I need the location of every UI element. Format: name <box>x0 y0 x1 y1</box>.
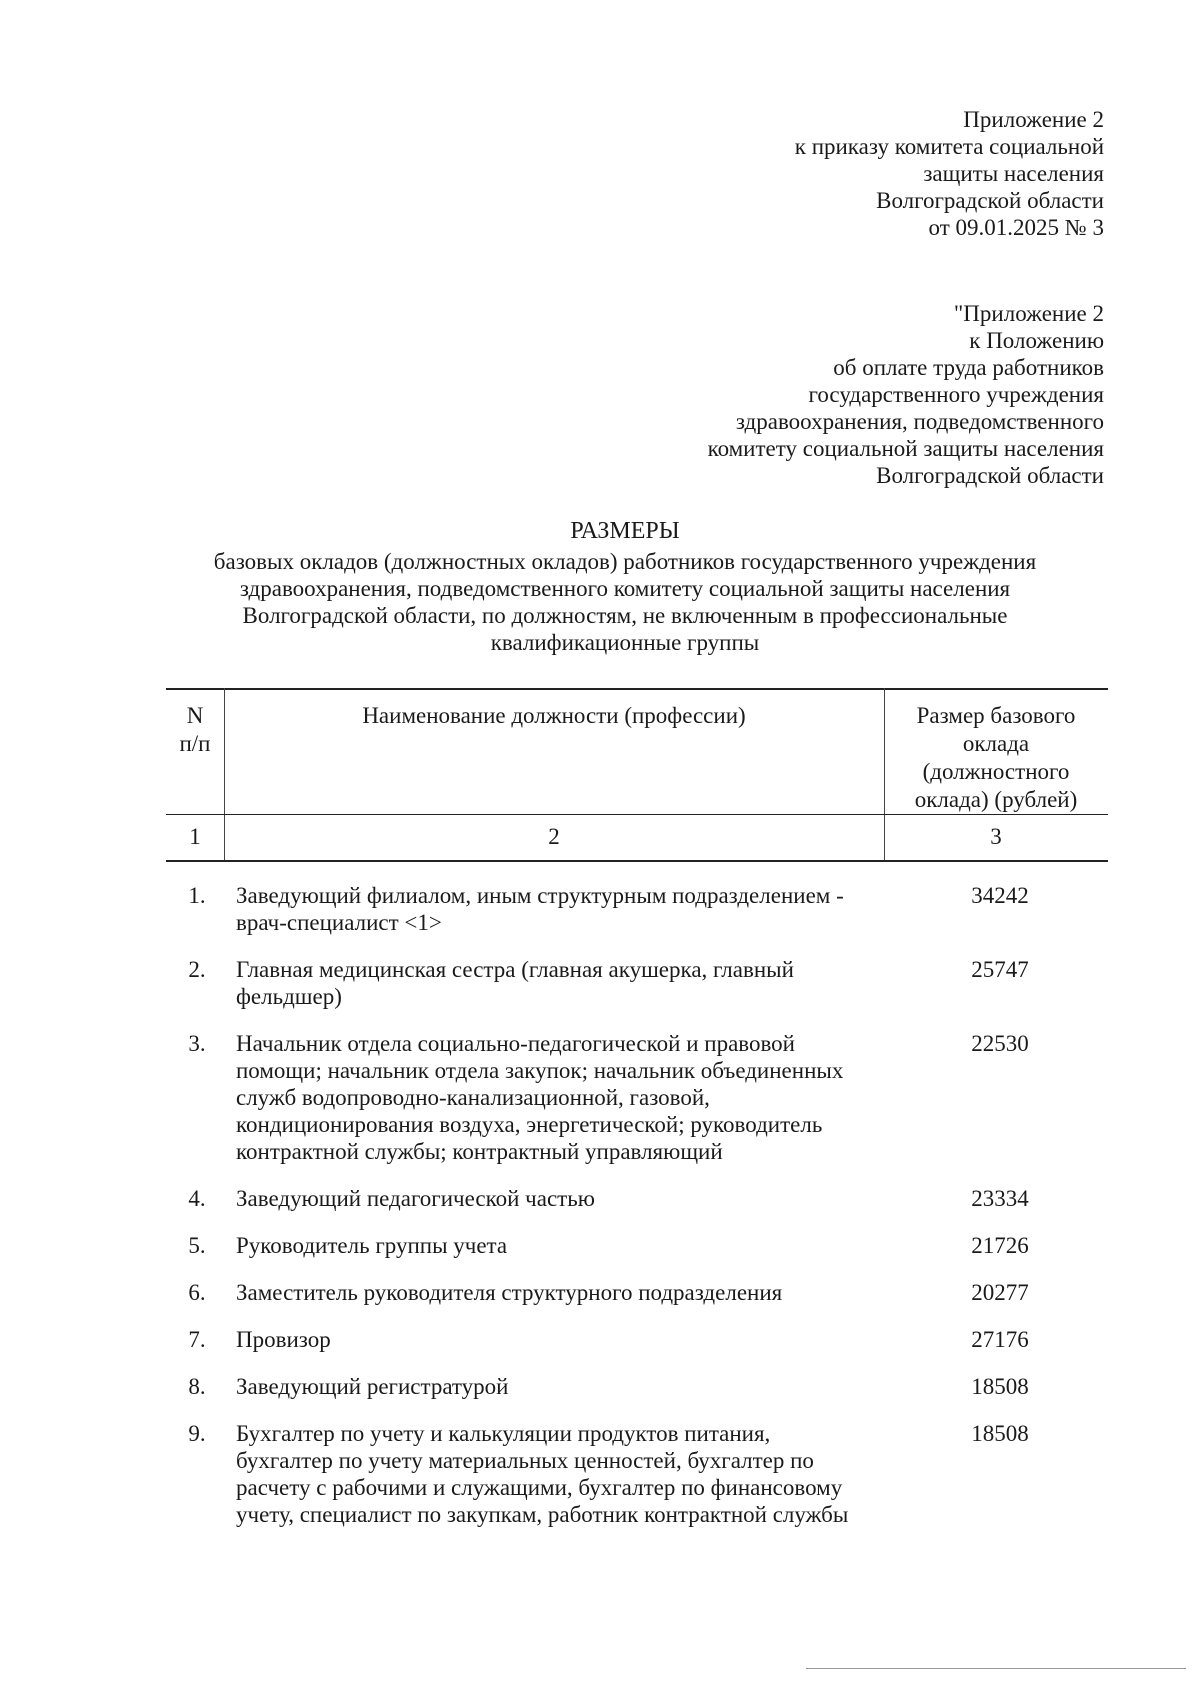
row-position-line: Заместитель руководителя структурного подразделения <box>236 1280 783 1305</box>
column-number-2: 2 <box>548 824 560 849</box>
table-row <box>166 1279 1108 1306</box>
row-position-line: контрактной службы; контрактный управляющий <box>236 1139 723 1164</box>
appendix-order-heading <box>795 106 1104 241</box>
subtitle-line: квалификационные группы <box>490 630 760 655</box>
row-position-line: Заведующий регистратурой <box>236 1374 509 1399</box>
row-salary: 18508 <box>971 1421 1029 1446</box>
row-number: 2. <box>188 957 206 982</box>
table-row <box>166 1373 1108 1400</box>
row-position-name <box>228 1185 840 1212</box>
appendix-regulation-line: к Положению <box>969 328 1104 353</box>
row-salary: 34242 <box>971 883 1029 908</box>
document-title-block <box>150 518 1100 656</box>
appendix-regulation-line: Волгоградской области <box>876 463 1104 488</box>
header-position-line: Наименование должности (профессии) <box>362 703 746 728</box>
row-number: 9. <box>188 1421 206 1446</box>
row-number: 4. <box>188 1186 206 1211</box>
subtitle-line: Волгоградской области, по должностям, не включенным в профессиональные <box>242 603 1008 628</box>
appendix-regulation-line: здравоохранения, подведомственного <box>735 409 1104 434</box>
row-position-line: Главная медицинская сестра (главная акушерка, главный <box>236 957 794 982</box>
row-position-line: Заведующий педагогической частью <box>236 1186 595 1211</box>
row-salary: 22530 <box>971 1031 1029 1056</box>
row-position-name <box>228 1279 840 1306</box>
row-salary: 20277 <box>971 1280 1029 1305</box>
table-row <box>166 1232 1108 1259</box>
header-salary-line: оклада <box>962 731 1030 756</box>
row-position-line: Провизор <box>236 1327 331 1352</box>
appendix-order-line: защиты населения <box>923 161 1104 186</box>
table-row <box>166 1326 1108 1353</box>
subtitle-line: здравоохранения, подведомственного комитету социальной защиты населения <box>239 576 1011 601</box>
row-number: 7. <box>188 1327 206 1352</box>
row-number: 3. <box>188 1031 206 1056</box>
table-row <box>166 1420 1108 1528</box>
table-header-rule <box>166 814 1108 815</box>
row-position-line: врач-специалист <1> <box>236 910 442 935</box>
row-position-line: Заведующий филиалом, иным структурным подразделением - <box>236 883 844 908</box>
appendix-order-line: Волгоградской области <box>876 188 1104 213</box>
row-position-name <box>228 1420 849 1528</box>
row-position-line: Бухгалтер по учету и калькуляции продуктов питания, <box>236 1421 771 1446</box>
row-salary: 25747 <box>971 957 1029 982</box>
row-position-line: расчету с рабочими и служащими, бухгалтер по финансовому <box>236 1475 843 1500</box>
row-position-name <box>228 1030 844 1165</box>
row-position-name <box>228 956 840 1010</box>
row-position-line: учету, специалист по закупкам, работник контрактной службы <box>236 1502 849 1527</box>
row-number: 6. <box>188 1280 206 1305</box>
appendix-order-line: к приказу комитета социальной <box>794 134 1104 159</box>
column-number-1: 1 <box>189 824 201 849</box>
salary-table-body <box>166 882 1108 1548</box>
row-position-line: фельдшер) <box>236 984 342 1009</box>
row-position-name <box>228 1373 840 1400</box>
header-position <box>224 702 884 730</box>
appendix-regulation-line: "Приложение 2 <box>953 301 1104 326</box>
header-salary-line: Размер базового <box>916 703 1076 728</box>
appendix-regulation-heading <box>708 300 1104 489</box>
footer-rule <box>806 1668 1186 1669</box>
appendix-regulation-line: государственного учреждения <box>808 382 1104 407</box>
row-position-line: служб водопроводно-канализационной, газовой, <box>236 1085 710 1110</box>
row-number: 8. <box>188 1374 206 1399</box>
row-position-line: Руководитель группы учета <box>236 1233 508 1258</box>
appendix-regulation-line: об оплате труда работников <box>833 355 1104 380</box>
header-number <box>166 702 224 758</box>
table-row <box>166 956 1108 1010</box>
subtitle-line: базовых окладов (должностных окладов) работников государственного учреждения <box>213 549 1037 574</box>
appendix-regulation-line: комитету социальной защиты населения <box>707 436 1104 461</box>
document-subtitle <box>150 548 1100 656</box>
table-numbers-rule <box>166 860 1108 862</box>
table-top-rule <box>166 688 1108 690</box>
row-number: 1. <box>188 883 206 908</box>
appendix-order-line: от 09.01.2025 № 3 <box>928 215 1104 240</box>
row-salary: 27176 <box>971 1327 1029 1352</box>
column-number-3: 3 <box>990 824 1002 849</box>
table-row <box>166 1030 1108 1165</box>
row-salary: 21726 <box>971 1233 1029 1258</box>
table-row <box>166 1185 1108 1212</box>
header-salary <box>884 702 1108 814</box>
header-number-line: п/п <box>179 731 211 756</box>
row-position-name <box>228 1232 840 1259</box>
row-position-line: кондиционирования воздуха, энергетической; руководитель <box>236 1112 823 1137</box>
header-salary-line: (должностного <box>922 759 1070 784</box>
table-row <box>166 882 1108 936</box>
document-title: РАЗМЕРЫ <box>570 518 680 544</box>
row-position-name <box>228 1326 840 1353</box>
appendix-order-line: Приложение 2 <box>963 107 1104 132</box>
row-position-line: помощи; начальник отдела закупок; начальник объединенных <box>236 1058 844 1083</box>
row-position-line: Начальник отдела социально-педагогической и правовой <box>236 1031 795 1056</box>
row-number: 5. <box>188 1233 206 1258</box>
row-position-name <box>228 882 844 936</box>
header-salary-line: оклада) (рублей) <box>914 787 1078 812</box>
header-number-line: N <box>186 703 204 728</box>
row-position-line: бухгалтер по учету материальных ценностей, бухгалтер по <box>236 1448 814 1473</box>
row-salary: 23334 <box>971 1186 1029 1211</box>
row-salary: 18508 <box>971 1374 1029 1399</box>
